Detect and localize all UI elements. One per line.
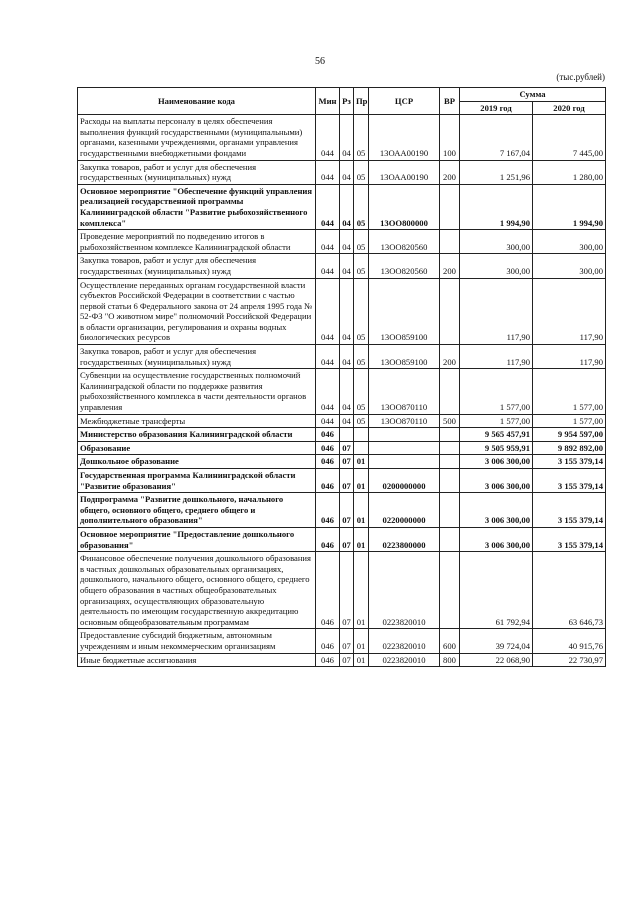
row-pr: 01 bbox=[354, 493, 369, 528]
row-sum-2020: 22 730,97 bbox=[533, 653, 606, 667]
row-vr bbox=[440, 230, 460, 254]
table-row bbox=[78, 278, 606, 345]
row-sum-2020: 300,00 bbox=[533, 230, 606, 254]
row-sum-2019: 3 006 300,00 bbox=[460, 493, 533, 528]
row-csr bbox=[369, 428, 440, 442]
table-row bbox=[78, 230, 606, 254]
row-sum-2020: 40 915,76 bbox=[533, 629, 606, 653]
row-pr: 01 bbox=[354, 469, 369, 493]
row-sum-2020: 1 280,00 bbox=[533, 160, 606, 184]
row-name: Основное мероприятие "Обеспечение функций управления реализацией государственной программы Калининградской области "Развитие рыбохозяйственного комплекса" bbox=[78, 184, 316, 229]
table-row bbox=[78, 184, 606, 229]
header-name: Наименование кода bbox=[78, 88, 316, 115]
row-name: Субвенции на осуществление государственных полномочий Калининградской области по поддержке развития рыбохозяйственного комплекса в части деятельности органов управления bbox=[78, 369, 316, 414]
row-name: Расходы на выплаты персоналу в целях обеспечения выполнения функций государственными (муниципальными) органами, казенными учреждениями, органами управления государственными внебюджетными фондами bbox=[78, 115, 316, 160]
row-pr: 05 bbox=[354, 160, 369, 184]
table-row bbox=[78, 254, 606, 278]
row-min: 046 bbox=[316, 527, 340, 551]
row-pr: 01 bbox=[354, 653, 369, 667]
row-sum-2019: 117,90 bbox=[460, 345, 533, 369]
row-sum-2019: 39 724,04 bbox=[460, 629, 533, 653]
table-row bbox=[78, 629, 606, 653]
row-pr: 01 bbox=[354, 455, 369, 469]
page-number: 56 bbox=[315, 56, 325, 67]
table-row bbox=[78, 552, 606, 629]
header-csr: ЦСР bbox=[369, 88, 440, 115]
row-vr bbox=[440, 493, 460, 528]
row-csr bbox=[369, 455, 440, 469]
row-min: 046 bbox=[316, 552, 340, 629]
row-name: Закупка товаров, работ и услуг для обеспечения государственных (муниципальных) нужд bbox=[78, 345, 316, 369]
row-rz: 07 bbox=[340, 653, 354, 667]
row-rz: 04 bbox=[340, 160, 354, 184]
row-sum-2019: 3 006 300,00 bbox=[460, 455, 533, 469]
row-name: Подпрограмма "Развитие дошкольного, начального общего, основного общего, среднего общего и дополнительного образования" bbox=[78, 493, 316, 528]
row-csr: 0223820010 bbox=[369, 653, 440, 667]
row-min: 044 bbox=[316, 369, 340, 414]
row-name: Иные бюджетные ассигнования bbox=[78, 653, 316, 667]
row-sum-2020: 3 155 379,14 bbox=[533, 527, 606, 551]
row-pr: 05 bbox=[354, 184, 369, 229]
row-sum-2019: 3 006 300,00 bbox=[460, 527, 533, 551]
table-row bbox=[78, 441, 606, 455]
row-rz: 04 bbox=[340, 230, 354, 254]
row-csr: 0200000000 bbox=[369, 469, 440, 493]
row-min: 044 bbox=[316, 345, 340, 369]
row-vr bbox=[440, 455, 460, 469]
row-min: 044 bbox=[316, 254, 340, 278]
row-name: Межбюджетные трансферты bbox=[78, 414, 316, 428]
row-csr: 13ОО870110 bbox=[369, 414, 440, 428]
row-sum-2019: 1 577,00 bbox=[460, 414, 533, 428]
row-csr: 0223800000 bbox=[369, 527, 440, 551]
row-pr: 05 bbox=[354, 115, 369, 160]
units-label: (тыс.рублей) bbox=[556, 72, 605, 82]
row-csr: 13ОО859100 bbox=[369, 278, 440, 345]
row-rz: 07 bbox=[340, 455, 354, 469]
row-vr bbox=[440, 369, 460, 414]
row-sum-2019: 7 167,04 bbox=[460, 115, 533, 160]
row-vr: 200 bbox=[440, 160, 460, 184]
table-row bbox=[78, 414, 606, 428]
row-sum-2019: 1 577,00 bbox=[460, 369, 533, 414]
row-min: 044 bbox=[316, 184, 340, 229]
row-sum-2020: 1 994,90 bbox=[533, 184, 606, 229]
row-vr: 200 bbox=[440, 345, 460, 369]
row-vr: 100 bbox=[440, 115, 460, 160]
row-pr: 01 bbox=[354, 527, 369, 551]
row-rz: 04 bbox=[340, 345, 354, 369]
row-csr: 0223820010 bbox=[369, 552, 440, 629]
table-row bbox=[78, 369, 606, 414]
row-rz: 07 bbox=[340, 552, 354, 629]
row-name: Предоставление субсидий бюджетным, автономным учреждениям и иным некоммерческим организациям bbox=[78, 629, 316, 653]
row-name: Проведение мероприятий по подведению итогов в рыбохозяйственном комплексе Калининградской области bbox=[78, 230, 316, 254]
row-min: 044 bbox=[316, 278, 340, 345]
row-vr bbox=[440, 428, 460, 442]
table-row bbox=[78, 115, 606, 160]
row-vr: 200 bbox=[440, 254, 460, 278]
row-rz: 04 bbox=[340, 184, 354, 229]
table-row bbox=[78, 469, 606, 493]
row-sum-2020: 117,90 bbox=[533, 278, 606, 345]
row-csr: 13ОАА00190 bbox=[369, 115, 440, 160]
row-csr: 13ОО820560 bbox=[369, 230, 440, 254]
row-sum-2020: 3 155 379,14 bbox=[533, 469, 606, 493]
row-name: Государственная программа Калининградской области "Развитие образования" bbox=[78, 469, 316, 493]
row-csr bbox=[369, 441, 440, 455]
row-rz: 07 bbox=[340, 527, 354, 551]
header-year-2020: 2020 год bbox=[533, 101, 606, 115]
row-min: 046 bbox=[316, 441, 340, 455]
header-vr: ВР bbox=[440, 88, 460, 115]
budget-table bbox=[77, 87, 606, 667]
row-pr bbox=[354, 441, 369, 455]
header-rz: Рз bbox=[340, 88, 354, 115]
row-sum-2019: 9 565 457,91 bbox=[460, 428, 533, 442]
table-row bbox=[78, 428, 606, 442]
row-min: 044 bbox=[316, 414, 340, 428]
row-sum-2020: 9 954 597,00 bbox=[533, 428, 606, 442]
row-sum-2019: 300,00 bbox=[460, 254, 533, 278]
row-min: 046 bbox=[316, 469, 340, 493]
table-header bbox=[78, 88, 606, 115]
row-name: Закупка товаров, работ и услуг для обеспечения государственных (муниципальных) нужд bbox=[78, 160, 316, 184]
row-pr: 01 bbox=[354, 552, 369, 629]
table-row bbox=[78, 345, 606, 369]
row-min: 046 bbox=[316, 653, 340, 667]
row-min: 046 bbox=[316, 455, 340, 469]
row-rz bbox=[340, 428, 354, 442]
row-csr: 13ОО800000 bbox=[369, 184, 440, 229]
row-vr: 800 bbox=[440, 653, 460, 667]
table-row bbox=[78, 527, 606, 551]
table-row bbox=[78, 493, 606, 528]
row-name: Основное мероприятие "Предоставление дошкольного образования" bbox=[78, 527, 316, 551]
row-sum-2020: 9 892 892,00 bbox=[533, 441, 606, 455]
row-rz: 07 bbox=[340, 493, 354, 528]
row-csr: 13ОО870110 bbox=[369, 369, 440, 414]
row-min: 044 bbox=[316, 115, 340, 160]
row-rz: 07 bbox=[340, 469, 354, 493]
table-row bbox=[78, 160, 606, 184]
row-sum-2020: 1 577,00 bbox=[533, 369, 606, 414]
row-rz: 04 bbox=[340, 414, 354, 428]
row-min: 046 bbox=[316, 493, 340, 528]
row-name: Дошкольное образование bbox=[78, 455, 316, 469]
row-sum-2019: 9 505 959,91 bbox=[460, 441, 533, 455]
row-rz: 04 bbox=[340, 369, 354, 414]
row-pr: 05 bbox=[354, 230, 369, 254]
row-min: 044 bbox=[316, 230, 340, 254]
row-name: Осуществление переданных органам государственной власти субъектов Российской Федерации в соответствии с частью первой статьи 6 Федерального закона от 24 апреля 1995 года № 52-ФЗ "О животном мире" полномочий Российской Федерации в области организации, регулирования и охраны водных биологических ресурсов bbox=[78, 278, 316, 345]
row-vr bbox=[440, 441, 460, 455]
row-rz: 07 bbox=[340, 629, 354, 653]
row-rz: 07 bbox=[340, 441, 354, 455]
header-sum: Сумма bbox=[460, 88, 606, 102]
row-pr: 05 bbox=[354, 345, 369, 369]
row-csr: 13ОАА00190 bbox=[369, 160, 440, 184]
row-sum-2020: 300,00 bbox=[533, 254, 606, 278]
row-name: Образование bbox=[78, 441, 316, 455]
row-rz: 04 bbox=[340, 115, 354, 160]
row-min: 044 bbox=[316, 160, 340, 184]
row-pr: 05 bbox=[354, 278, 369, 345]
header-min: Мин bbox=[316, 88, 340, 115]
row-pr: 01 bbox=[354, 629, 369, 653]
row-sum-2020: 1 577,00 bbox=[533, 414, 606, 428]
row-vr bbox=[440, 184, 460, 229]
row-csr: 0223820010 bbox=[369, 629, 440, 653]
row-name: Финансовое обеспечение получения дошкольного образования в частных дошкольных образовательных организациях, дошкольного, начального общего, основного общего, среднего общего образования в частных общеобразовательных организациях, осуществляющих образовательную деятельность по имеющим государственную аккредитацию основным общеобразовательным программам bbox=[78, 552, 316, 629]
table-body bbox=[78, 115, 606, 667]
row-pr: 05 bbox=[354, 414, 369, 428]
table-row bbox=[78, 455, 606, 469]
header-year-2019: 2019 год bbox=[460, 101, 533, 115]
row-sum-2020: 63 646,73 bbox=[533, 552, 606, 629]
row-sum-2020: 7 445,00 bbox=[533, 115, 606, 160]
row-name: Закупка товаров, работ и услуг для обеспечения государственных (муниципальных) нужд bbox=[78, 254, 316, 278]
row-csr: 0220000000 bbox=[369, 493, 440, 528]
row-pr bbox=[354, 428, 369, 442]
row-sum-2019: 22 068,90 bbox=[460, 653, 533, 667]
row-vr bbox=[440, 469, 460, 493]
row-csr: 13ОО820560 bbox=[369, 254, 440, 278]
row-vr: 600 bbox=[440, 629, 460, 653]
row-sum-2019: 300,00 bbox=[460, 230, 533, 254]
row-sum-2020: 117,90 bbox=[533, 345, 606, 369]
row-pr: 05 bbox=[354, 254, 369, 278]
row-vr bbox=[440, 552, 460, 629]
row-rz: 04 bbox=[340, 254, 354, 278]
row-vr bbox=[440, 527, 460, 551]
row-sum-2019: 1 251,96 bbox=[460, 160, 533, 184]
header-pr: Пр bbox=[354, 88, 369, 115]
row-rz: 04 bbox=[340, 278, 354, 345]
row-vr bbox=[440, 278, 460, 345]
row-sum-2019: 117,90 bbox=[460, 278, 533, 345]
row-sum-2020: 3 155 379,14 bbox=[533, 493, 606, 528]
row-csr: 13ОО859100 bbox=[369, 345, 440, 369]
row-sum-2019: 61 792,94 bbox=[460, 552, 533, 629]
table-row bbox=[78, 653, 606, 667]
row-sum-2019: 1 994,90 bbox=[460, 184, 533, 229]
row-pr: 05 bbox=[354, 369, 369, 414]
row-name: Министерство образования Калининградской области bbox=[78, 428, 316, 442]
row-vr: 500 bbox=[440, 414, 460, 428]
row-sum-2020: 3 155 379,14 bbox=[533, 455, 606, 469]
row-min: 046 bbox=[316, 629, 340, 653]
row-min: 046 bbox=[316, 428, 340, 442]
row-sum-2019: 3 006 300,00 bbox=[460, 469, 533, 493]
